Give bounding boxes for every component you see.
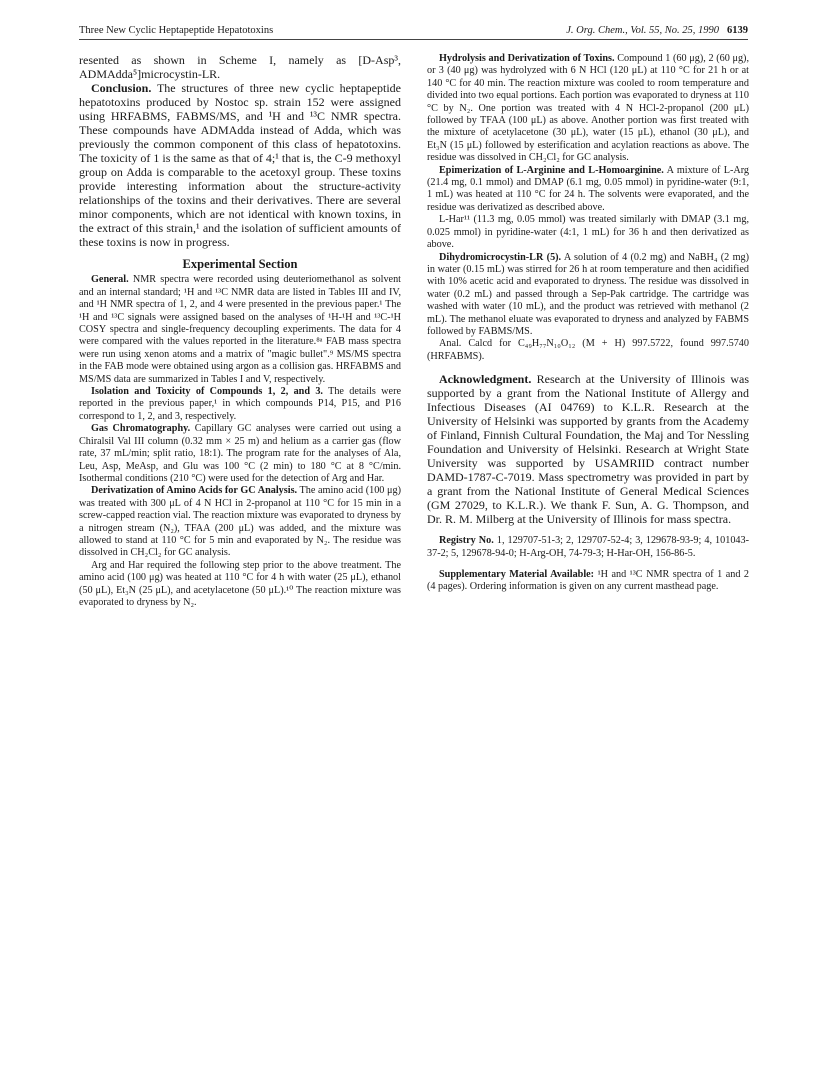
supplementary-paragraph	[427, 569, 749, 594]
epimerization-paragraph	[427, 165, 749, 215]
supplementary-heading: Supplementary Material Available:	[439, 568, 595, 580]
journal-name: J. Org. Chem., Vol. 55, No. 25, 1990	[566, 25, 719, 36]
spacer	[427, 363, 749, 372]
hydrolysis-paragraph	[427, 53, 749, 165]
page-number: 6139	[727, 25, 748, 36]
isolation-paragraph	[79, 386, 401, 423]
left-column	[79, 53, 401, 609]
hydrolysis-heading: Hydrolysis and Derivatization of Toxins.	[439, 53, 615, 64]
running-title: Three New Cyclic Heptapeptide Hepatotoxins	[79, 25, 274, 36]
gc-text: Capillary GC analyses were carried out using a Chiralsil Val III column (0.32 mm × 25 m) and helium as a carrier gas (flow rate, 37 mL/min; split ratio, 18:1). The program rate for the analyses of Ala, Leu, Asp, MeAsp, and Glu was 100 °C (2 min) to 180 °C at 8 °C/min. Isothermal conditions (210 °C) were used for the detection of Arg and Har.	[79, 423, 402, 484]
right-column	[427, 53, 749, 594]
journal-citation	[566, 25, 748, 36]
dihydro-paragraph	[427, 252, 749, 339]
running-head	[79, 25, 748, 40]
general-heading: General.	[91, 274, 129, 286]
general-paragraph	[79, 274, 401, 386]
arg-har-paragraph: Arg and Har required the following step prior to the above treatment. The amino acid (100 μg) was heated at 110 °C for 4 h with water (25 μL), ethanol (50 μL), Et₃N (25 μL), and acetylacetone (50 μL).¹⁰ The reaction mixture was evaporated to dryness by N₂.	[79, 559, 401, 608]
hydrolysis-text: Compound 1 (60 μg), 2 (60 μg), or 3 (40 μg) was hydrolyzed with 6 N HCl (120 μL) at 110 °C for 21 h or at 140 °C for 40 min. The reaction mixture was cooled to room temperature and divided into two equal portions. Each portion was evaporated to dryness at 110 °C by N₂. One portion was treated with 4 N HCl-2-propanol (200 μL) followed by TFAA (100 μL) as above. Another portion was first treated with the mixture of acetylacetone (30 μL), water (15 μL), ethanol (30 μL), and Et₃N (15 μL) followed by esterification and acylation reactions as above. The residue was dissolved in CH₂Cl₂ for GC analysis.	[427, 53, 750, 164]
derivatization-paragraph	[79, 485, 401, 559]
conclusion-heading: Conclusion.	[91, 81, 152, 95]
supplementary-text: ¹H and ¹³C NMR spectra of 1 and 2 (4 pages). Ordering information is given on any current masthead page.	[427, 568, 749, 593]
registry-paragraph	[427, 535, 749, 560]
derivatization-heading: Derivatization of Amino Acids for GC Analysis.	[91, 485, 298, 497]
registry-text: 1, 129707-51-3; 2, 129707-52-4; 3, 129678-93-9; 4, 101043-37-2; 5, 129678-94-0; H-Arg-OH, 74-79-3; H-Har-OH, 156-86-5.	[427, 535, 749, 559]
acknowledgment-text: Research at the University of Illinois was supported by a grant from the National Institute of Allergy and Infectious Diseases (AI 04769) to K.L.R. Research at the University of Helsinki was supported by grants from the Academy of Finland, Finnish Cultural Foundation, the Maj and Tor Nessling Foundation and University of Helsinki. Research at Wright State University was supported by USAMRIID contract number DAMD-1787-C-7019. Mass spectrometry was provided in part by a grant from the National Institute of General Medical Sciences (GM 27029, to K.L.R.). We thank F. Sun, A. G. Thompson, and Dr. R. M. Milberg at the University of Illinois for mass spectra.	[427, 372, 749, 527]
spacer	[427, 560, 749, 569]
conclusion-paragraph	[79, 81, 401, 249]
gc-heading: Gas Chromatography.	[91, 423, 191, 435]
conclusion-text: The structures of three new cyclic heptapeptide hepatotoxins produced by Nostoc sp. strain 152 were assigned using HRFABMS, FABMS/MS, and ¹H and ¹³C NMR spectra. These compounds have ADMAdda instead of Adda, which was previously the common component of this class of hepatotoxins. The toxicity of 1 is the same as that of 4;¹ that is, the C-9 methoxyl group on Adda is comparable to the acetoxyl group. These toxins provide interesting information about the structure-activity relationships of the toxins and their derivatives. There are several minor components, which are not identical with known toxins, in the extract of this strain,¹ and the isolation of sufficient amounts of these toxins is now in progress.	[79, 81, 401, 249]
spacer	[427, 526, 749, 535]
acknowledgment-heading: Acknowledgment.	[439, 372, 532, 387]
har-paragraph: L-Har¹¹ (11.3 mg, 0.05 mmol) was treated similarly with DMAP (3.1 mg, 0.025 mmol) in pyridine-water (4:1, 1 mL) for 36 h and then derivatized as above.	[427, 214, 749, 251]
registry-heading: Registry No.	[439, 535, 494, 547]
gc-paragraph	[79, 423, 401, 485]
dihydro-text: A solution of 4 (0.2 mg) and NaBH₄ (2 mg) in water (0.15 mL) was stirred for 26 h at room temperature and then acidified with 10% acetic acid and evaporated to dryness. The residue was dissolved in water (0.2 mL) and passed through a Sep-Pak cartridge. The cartridge was washed with water (10 mL), and the product was retrieved with methanol (2 mL). The methanol eluate was evaporated to dryness and analyzed by FABMS followed by FABMS/MS.	[427, 251, 749, 337]
general-text: NMR spectra were recorded using deuteriomethanol as solvent and an internal standard; ¹H and ¹³C NMR data are listed in Tables III and IV, and ¹H NMR spectra of 1, 2, and 4 were presented in the previous paper.¹ The ¹H and ¹³C signals were assigned based on the analyses of ¹H-¹H and ¹³C-¹H COSY spectra and single-frequency decoupling experiments. The data for 4 were compared with the values reported in the literature.⁸ᵃ FAB mass spectra were run using xenon atoms and a matrix of "magic bullet".⁹ MS/MS spectra in the FAB mode were obtained using argon as a collision gas. HRFABMS and MS/MS data are summarized in Tables I and V, respectively.	[79, 274, 402, 385]
experimental-section-title: Experimental Section	[182, 257, 298, 271]
isolation-text: The details were reported in the previous paper,¹ in which compounds P14, P15, and P16 correspond to 1, 2, and 3, respectively.	[79, 386, 401, 422]
epimerization-text: A mixture of L-Arg (21.4 mg, 0.1 mmol) and DMAP (6.1 mg, 0.05 mmol) in pyridine-water (9:1, 1 mL) was heated at 110 °C for 24 h. The solvents were evaporated, and the residue was derivatized as described above.	[427, 164, 750, 213]
epimerization-heading: Epimerization of L-Arginine and L-Homoarginine.	[439, 164, 664, 176]
dihydro-heading: Dihydromicrocystin-LR (5).	[439, 251, 562, 263]
isolation-heading: Isolation and Toxicity of Compounds 1, 2, and 3.	[91, 386, 323, 398]
intro-continuation: resented as shown in Scheme I, namely as [D-Asp³, ADMAdda⁵]microcystin-LR.	[79, 53, 401, 81]
anal-paragraph: Anal. Calcd for C₄₉H₇₇N₁₀O₁₂ (M + H) 997.5722, found 997.5740 (HRFABMS).	[427, 338, 749, 362]
acknowledgment-paragraph	[427, 372, 749, 526]
derivatization-text: The amino acid (100 μg) was treated with 300 μL of 4 N HCl in 2-propanol at 110 °C for 15 min in a screw-capped reaction vial. The reaction mixture was evaporated to dryness by a nitrogen stream (N₂), TFAA (200 μL) was added, and the mixture was allowed to stand at 110 °C for 5 min and evaporated by N₂. The residue was dissolved in CH₂Cl₂ for GC analysis.	[79, 485, 402, 559]
